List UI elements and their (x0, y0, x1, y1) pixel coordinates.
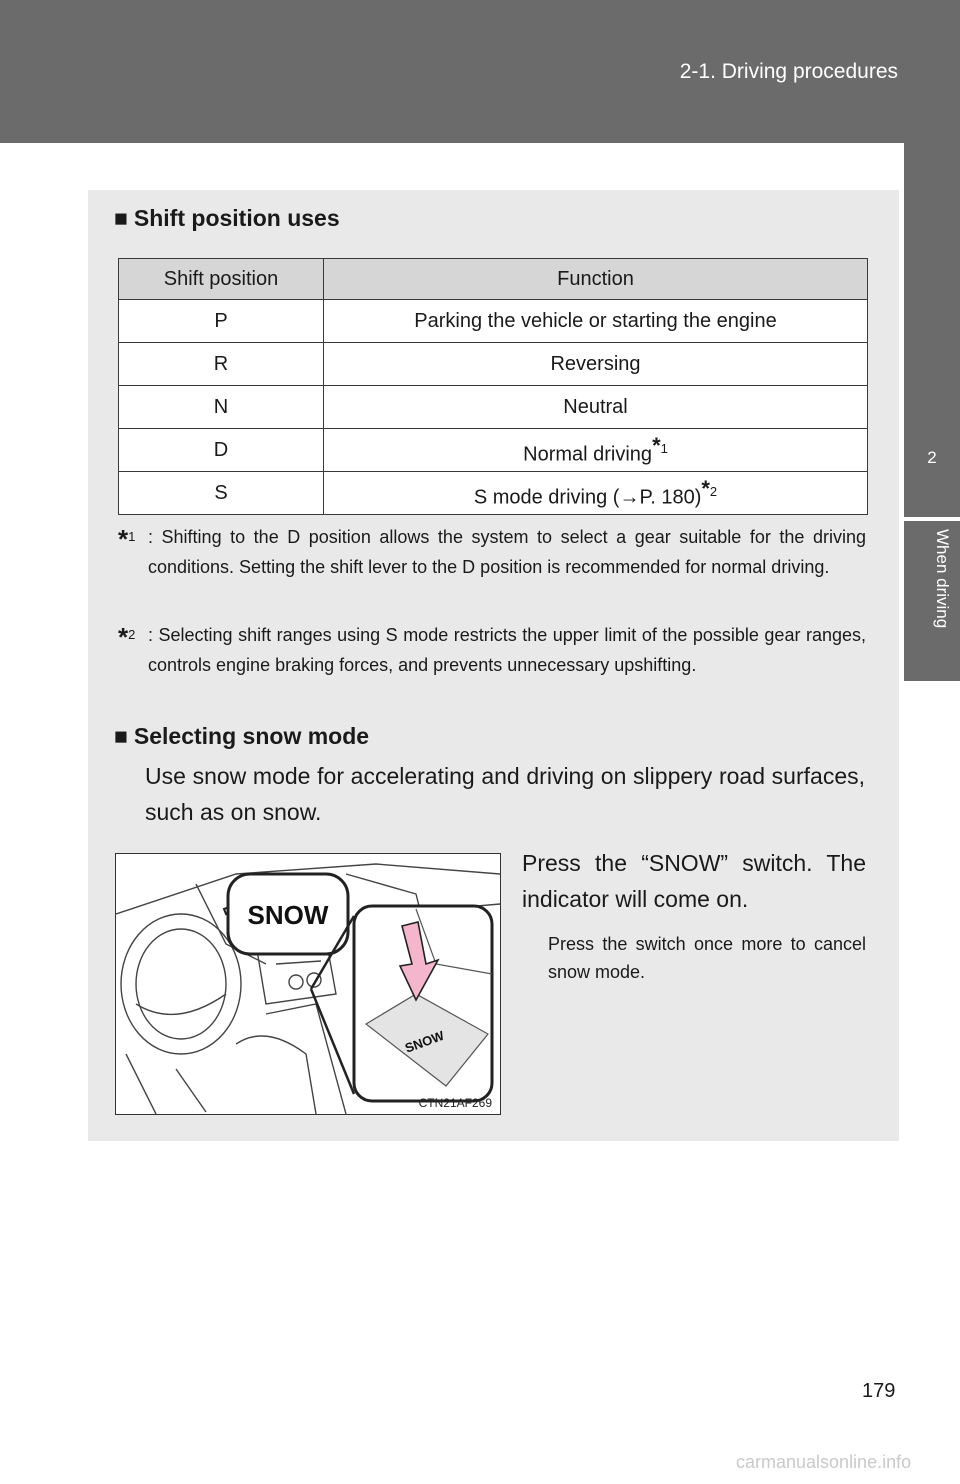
watermark: carmanualsonline.info (736, 1452, 912, 1472)
page-header (0, 0, 960, 143)
footnote-ref: *1 (652, 433, 668, 459)
car-interior-drawing (116, 854, 500, 1114)
heading-text: Shift position uses (133, 205, 340, 231)
snow-switch-illustration (115, 853, 501, 1115)
chapter-number: 2 (927, 448, 937, 467)
footnote-ref: *2 (701, 476, 718, 502)
function-text: Neutral (563, 395, 628, 418)
switch-label: SNOW (402, 1027, 447, 1056)
function-cell (324, 386, 868, 429)
footnote-text: : Shifting to the D position allows the system to select a gear suitable for the driving conditions. Setting the shift lever to the D position is recommended for normal driving. (148, 527, 866, 577)
position-cell: P (119, 300, 324, 343)
position-cell: R (119, 343, 324, 386)
footnote-text: : Selecting shift ranges using S mode restricts the upper limit of the possible gear ranges, controls engine braking forces, and prevents unnecessary upshifting. (148, 625, 866, 675)
section-title: 2-1. Driving procedures (679, 60, 898, 83)
footnote-ref-number: 1 (660, 441, 668, 457)
footnote-marker: *$^2$ (118, 622, 136, 652)
chapter-label: When driving (933, 529, 952, 629)
illustration-code: CTN21AF269 (418, 1096, 492, 1110)
function-cell (324, 429, 868, 472)
column-header-function: Function (324, 259, 868, 300)
footnote-1 (118, 522, 866, 582)
snow-switch-instruction: Press the “SNOW” switch. The indicator will come on. (522, 850, 866, 912)
chapter-label-tab (904, 521, 960, 681)
footnote-marker: *$^1$ (118, 524, 136, 554)
function-text: Reversing (550, 352, 641, 375)
square-bullet-icon: ■ (114, 723, 128, 749)
column-header-position: Shift position (119, 259, 324, 300)
footnote-ref-number: 2 (709, 484, 718, 500)
snow-mode-intro: Use snow mode for accelerating and driving on slippery road surfaces, such as on snow. (145, 763, 865, 825)
function-cell (324, 300, 868, 343)
table-header-row (119, 259, 868, 300)
position-cell: N (119, 386, 324, 429)
heading-text: Selecting snow mode (133, 723, 370, 749)
page-number: 179 (862, 1380, 896, 1402)
function-cell (324, 343, 868, 386)
table-row (119, 386, 868, 429)
function-text: Normal driving (523, 443, 653, 466)
chapter-tab (904, 143, 960, 517)
table-row (119, 472, 868, 515)
function-cell (324, 472, 868, 515)
table-row (119, 429, 868, 472)
position-cell: D (119, 429, 324, 472)
shift-position-table (118, 258, 868, 515)
snow-cancel-note: Press the switch once more to cancel snow mode. (548, 934, 866, 982)
callout-label: SNOW (247, 900, 329, 930)
square-bullet-icon: ■ (114, 205, 128, 231)
table-row (119, 343, 868, 386)
function-text: Parking the vehicle or starting the engine (414, 309, 777, 332)
function-text: S mode driving (→P. 180) (473, 486, 702, 509)
heading-shift-position-uses (114, 205, 340, 232)
footnote-2 (118, 620, 866, 680)
heading-selecting-snow-mode (114, 723, 369, 750)
position-cell: S (119, 472, 324, 515)
table-row (119, 300, 868, 343)
